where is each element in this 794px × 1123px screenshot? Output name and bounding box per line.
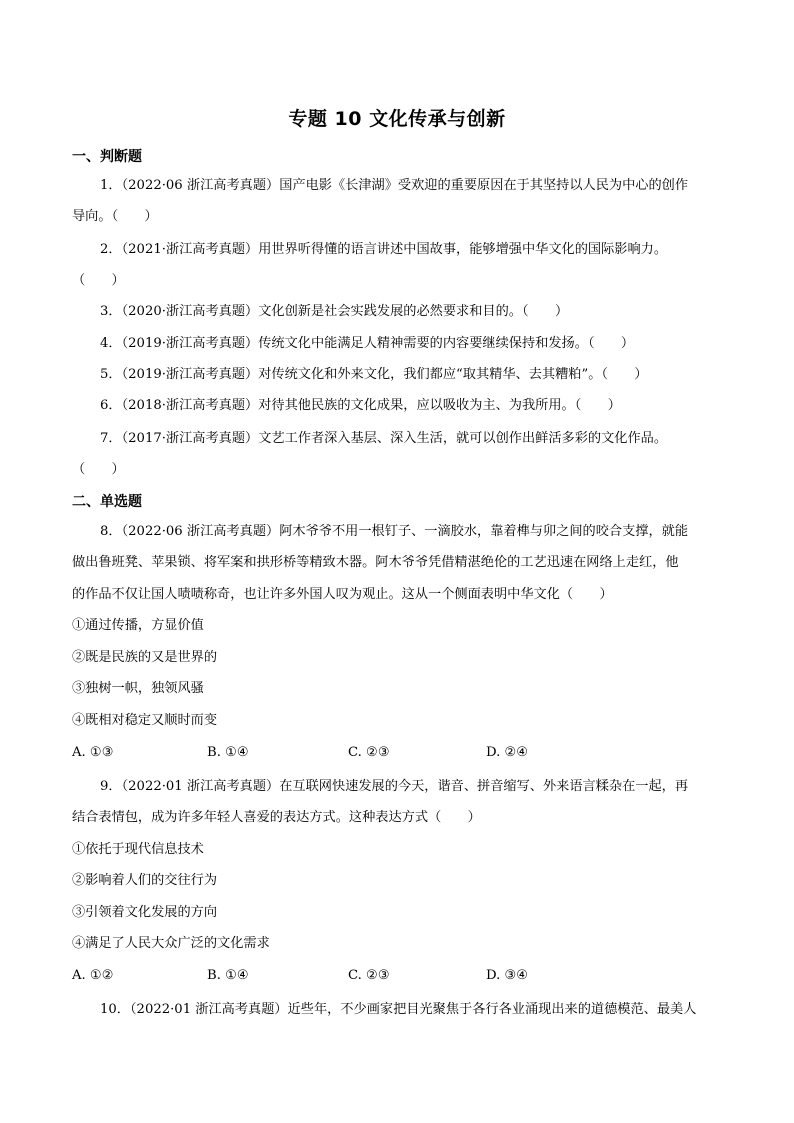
question-8-line-2: 做出鲁班凳、苹果锁、将军案和拱形桥等精致木器。阿木爷爷凭借精湛绝伦的工艺迅速在网络上走红，他: [72, 555, 679, 570]
question-9-statement-3: ③引领着文化发展的方向: [72, 905, 218, 920]
question-8-statement-3: ③独树一帜，独领风骚: [72, 681, 204, 696]
question-8-option-b: B. ①④: [207, 745, 249, 760]
question-8-option-a: A. ①③: [72, 745, 114, 760]
question-9-option-b: B. ①④: [207, 968, 249, 983]
question-2-line-2: （ ）: [72, 273, 125, 288]
question-3: 3．（2020·浙江高考真题）文化创新是社会实践发展的必然要求和目的。（ ）: [100, 304, 569, 319]
question-8-line-3: 的作品不仅让国人啧啧称奇，也让许多外国人叹为观止。这从一个侧面表明中华文化（ ）: [72, 587, 613, 602]
question-8-option-c: C. ②③: [348, 745, 390, 760]
question-9-option-d: D. ③④: [486, 968, 529, 983]
question-9-option-a: A. ①②: [72, 968, 114, 983]
question-8-line-1: 8．（2022·06 浙江高考真题）阿木爷爷不用一根钉子、一滴胶水，靠着榫与卯之间的咬合支撑，就能: [100, 524, 689, 539]
question-8-statement-1: ①通过传播，方显价值: [72, 618, 204, 633]
page-title: 专题 10 文化传承与创新: [288, 108, 506, 130]
question-8-options: [72, 745, 724, 765]
section-heading-judge: 一、判断题: [72, 149, 142, 165]
question-9-statement-4: ④满足了人民大众广泛的文化需求: [72, 936, 270, 951]
question-9-option-c: C. ②③: [348, 968, 390, 983]
question-9-statement-1: ①依托于现代信息技术: [72, 842, 204, 857]
question-5: 5．（2019·浙江高考真题）对传统文化和外来文化，我们都应“取其精华、去其糟粕”。（ ）: [100, 367, 648, 382]
question-1-line-1: 1．（2022·06 浙江高考真题）国产电影《长津湖》受欢迎的重要原因在于其坚持以人民为中心的创作: [100, 178, 689, 193]
question-9-options: [72, 968, 724, 988]
question-8-option-d: D. ②④: [486, 745, 529, 760]
question-7-line-2: （ ）: [72, 462, 125, 477]
question-1-line-2: 导向。（ ）: [72, 209, 158, 224]
question-8-statement-2: ②既是民族的又是世界的: [72, 650, 218, 665]
question-10-line-1: 10．（2022·01 浙江高考真题）近些年，不少画家把目光聚焦于各行各业涌现出来的道德模范、最美人: [100, 1002, 697, 1017]
question-7-line-1: 7．（2017·浙江高考真题）文艺工作者深入基层、深入生活，就可以创作出鲜活多彩的文化作品。: [100, 431, 668, 446]
section-heading-single-choice: 二、单选题: [72, 494, 142, 510]
question-9-statement-2: ②影响着人们的交往行为: [72, 873, 218, 888]
question-6: 6．（2018·浙江高考真题）对待其他民族的文化成果，应以吸收为主、为我所用。（ ）: [100, 398, 621, 413]
question-2-line-1: 2．（2021·浙江高考真题）用世界听得懂的语言讲述中国故事，能够增强中华文化的国际影响力。: [100, 242, 668, 257]
question-8-statement-4: ④既相对稳定又顺时而变: [72, 713, 218, 728]
question-9-line-1: 9．（2022·01 浙江高考真题）在互联网快速发展的今天，谐音、拼音缩写、外来语言糅杂在一起，再: [100, 779, 689, 794]
question-9-line-2: 结合表情包，成为许多年轻人喜爱的表达方式。这种表达方式（ ）: [72, 810, 481, 825]
question-4: 4．（2019·浙江高考真题）传统文化中能满足人精神需要的内容要继续保持和发扬。（ ）: [100, 336, 635, 351]
